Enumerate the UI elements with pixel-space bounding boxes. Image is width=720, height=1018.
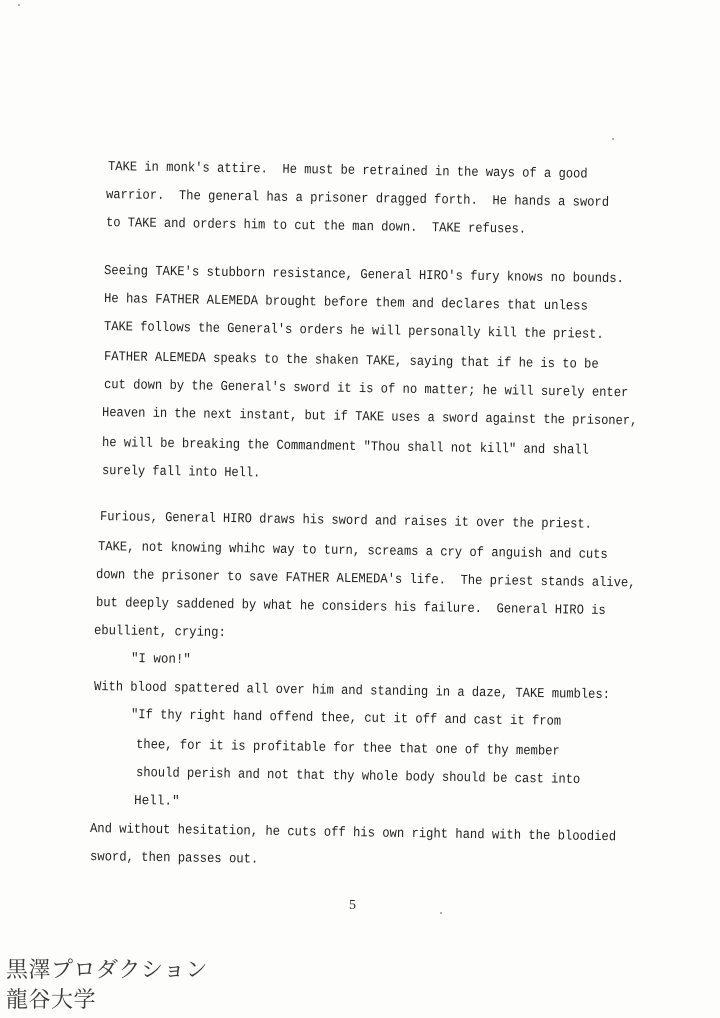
text-line: Heaven in the next instant, but if TAKE uses a sword against the prisoner,: [101, 406, 638, 430]
text-line: should perish and not that thy whole body should be cast into: [135, 766, 581, 788]
text-line: And without hesitation, he cuts off his own right hand with the bloodied: [89, 822, 617, 846]
watermark-line-1: 黒澤プロダクション: [6, 958, 209, 983]
text-line: Hell.": [133, 794, 180, 810]
text-line: sword, then passes out.: [89, 850, 259, 868]
watermark-line-2: 龍谷大学: [6, 988, 97, 1013]
paper-speck: [612, 138, 614, 140]
text-line: to TAKE and orders him to cut the man down. TAKE refuses.: [105, 216, 527, 238]
text-line: thee, for it is profitable for thee that one of thy member: [135, 738, 560, 760]
text-line: down the prisoner to save FATHER ALEMEDA's life. The priest stands alive,: [95, 568, 636, 592]
text-line: With blood spattered all over him and standing in a daze, TAKE mumbles:: [93, 680, 611, 704]
paper-speck: [18, 4, 20, 6]
watermark: [6, 956, 208, 1016]
text-line: Seeing TAKE's stubborn resistance, General HIRO's fury knows no bounds.: [103, 264, 625, 288]
text-line: surely fall into Hell.: [101, 464, 261, 482]
text-line: ebullient, crying:: [93, 624, 226, 642]
text-line: TAKE, not knowing whihc way to turn, screams a cry of anguish and cuts: [97, 540, 608, 564]
text-line: warrior. The general has a prisoner dragged forth. He hands a sword: [105, 188, 610, 211]
text-line: "I won!": [130, 652, 191, 668]
text-line: FATHER ALEMEDA speaks to the shaken TAKE, saying that if he is to be: [103, 350, 599, 373]
text-line: but deeply saddened by what he considers his failure. General HIRO is: [95, 596, 606, 620]
paper-speck: [440, 912, 442, 914]
text-line: TAKE in monk's attire. He must be retrained in the ways of a good: [107, 160, 588, 183]
text-line: Furious, General HIRO draws his sword and raises it over the priest.: [99, 510, 593, 533]
text-line: TAKE follows the General's orders he will personally kill the priest.: [103, 320, 604, 343]
text-line: "If thy right hand offend thee, cut it off and cast it from: [130, 708, 562, 730]
text-line: cut down by the General's sword it is of no matter; he will surely enter: [103, 378, 629, 402]
text-line: he will be breaking the Commandment "Thou shall not kill" and shall: [101, 436, 589, 459]
page-number: 5: [349, 898, 356, 913]
text-line: He has FATHER ALEMEDA brought before them and declares that unless: [103, 292, 588, 315]
